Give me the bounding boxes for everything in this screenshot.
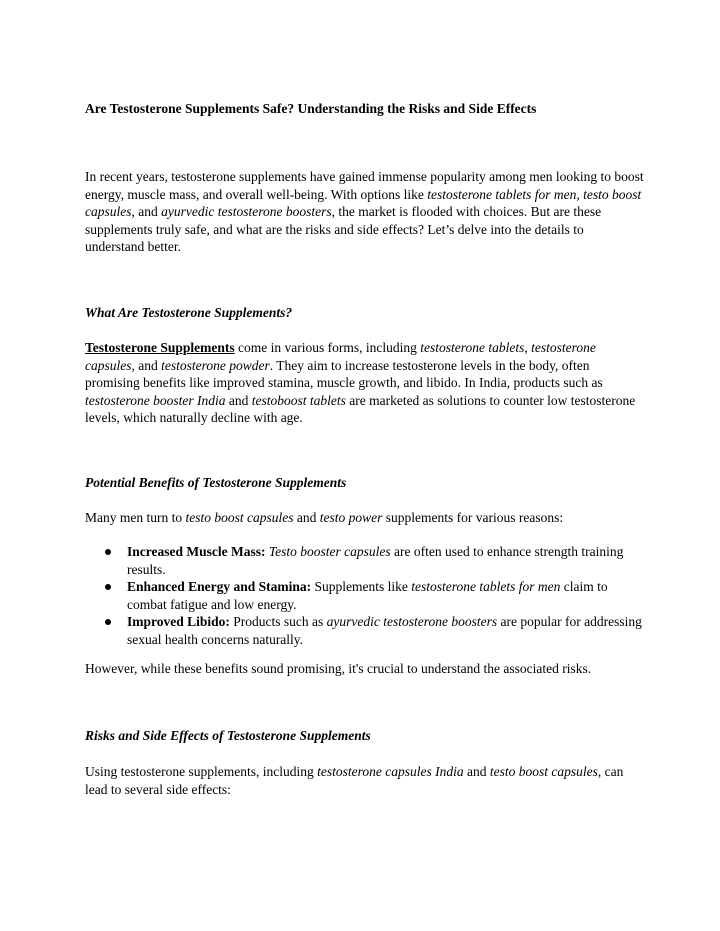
section1-emphasis: testosterone booster India	[85, 392, 226, 408]
intro-paragraph	[85, 168, 645, 256]
benefit-emphasis: testosterone tablets for men	[411, 579, 561, 594]
intro-text: In recent years, testosterone supplements have gained immense popularity among men looking to boost energy, muscle mass, and overall well-being. With options like	[85, 169, 644, 202]
intro-text: , the market is flooded with choices. But are these supplements truly safe, and what are the risks and side effects? Let’s delve into the details to understand better.	[85, 204, 602, 254]
section1-text: are marketed as solutions to counter low testosterone levels, which naturally decline with age.	[85, 392, 636, 425]
risks-text: , can lead to several side effects:	[85, 764, 624, 797]
section1-emphasis: testosterone tablets	[420, 340, 525, 355]
section1-text: . They aim to increase testosterone levels in the body, often promising benefits like improved stamina, muscle growth, and libido. In India, products such as	[85, 357, 603, 390]
benefit-text: Products such as	[229, 614, 327, 629]
benefits-lead-emphasis: testo boost capsules	[185, 510, 294, 525]
benefits-lead-text: Many men turn to	[85, 510, 186, 525]
risks-emphasis: testosterone capsules India	[317, 764, 464, 779]
section1-emphasis: testoboost tablets	[251, 392, 346, 408]
bullet-icon	[104, 579, 112, 587]
benefits-lead-text: and	[293, 510, 320, 525]
benefit-label: Enhanced Energy and Stamina:	[127, 579, 312, 594]
section1-text: ,	[524, 340, 532, 355]
benefit-text: Supplements like	[311, 579, 412, 594]
benefits-lead-text: supplements for various reasons:	[382, 510, 564, 525]
section1-emphasis: testosterone powder	[161, 357, 270, 373]
intro-text: , and	[131, 204, 162, 219]
benefit-text: are often used to enhance strength training results.	[127, 544, 624, 577]
intro-text: ,	[576, 186, 584, 202]
risks-lead-paragraph	[85, 763, 645, 798]
benefit-emphasis: Testo booster capsules	[268, 544, 391, 559]
benefit-label: Increased Muscle Mass:	[127, 544, 266, 559]
section-heading-what-are: What Are Testosterone Supplements?	[85, 305, 293, 320]
benefit-emphasis: ayurvedic testosterone boosters	[326, 614, 498, 629]
benefit-text: claim to combat fatigue and low energy.	[127, 579, 608, 612]
section1-text: and	[225, 392, 252, 408]
document-title: Are Testosterone Supplements Safe? Understanding the Risks and Side Effects	[85, 101, 537, 116]
benefit-label: Improved Libido:	[127, 614, 230, 629]
section1-paragraph	[85, 339, 645, 427]
benefit-text: are popular for addressing sexual health concerns naturally.	[127, 614, 642, 647]
benefits-lead-emphasis: testo power	[319, 510, 383, 525]
benefits-lead-paragraph	[85, 509, 645, 527]
testosterone-supplements-link[interactable]: Testosterone Supplements	[85, 340, 235, 355]
risks-emphasis: testo boost capsules	[489, 764, 598, 779]
section-heading-risks: Risks and Side Effects of Testosterone Supplements	[85, 728, 371, 743]
intro-emphasis: testo boost capsules	[85, 186, 642, 219]
section1-emphasis: testosterone capsules	[85, 340, 596, 373]
benefit-item-muscle	[127, 543, 647, 578]
benefits-closing-paragraph: However, while these benefits sound promising, it's crucial to understand the associated risks.	[85, 661, 592, 676]
bullet-icon	[104, 614, 112, 622]
section1-text: come in various forms, including	[234, 340, 421, 355]
bullet-icon	[104, 544, 112, 552]
intro-emphasis: testosterone tablets for men	[427, 186, 577, 202]
intro-emphasis: ayurvedic testosterone boosters	[161, 204, 332, 219]
benefit-item-energy	[127, 578, 647, 613]
risks-text: Using testosterone supplements, including	[85, 764, 318, 779]
section1-text: , and	[131, 357, 162, 373]
section-heading-benefits: Potential Benefits of Testosterone Supplements	[85, 475, 347, 490]
benefit-item-libido	[127, 613, 647, 648]
risks-text: and	[463, 764, 490, 779]
